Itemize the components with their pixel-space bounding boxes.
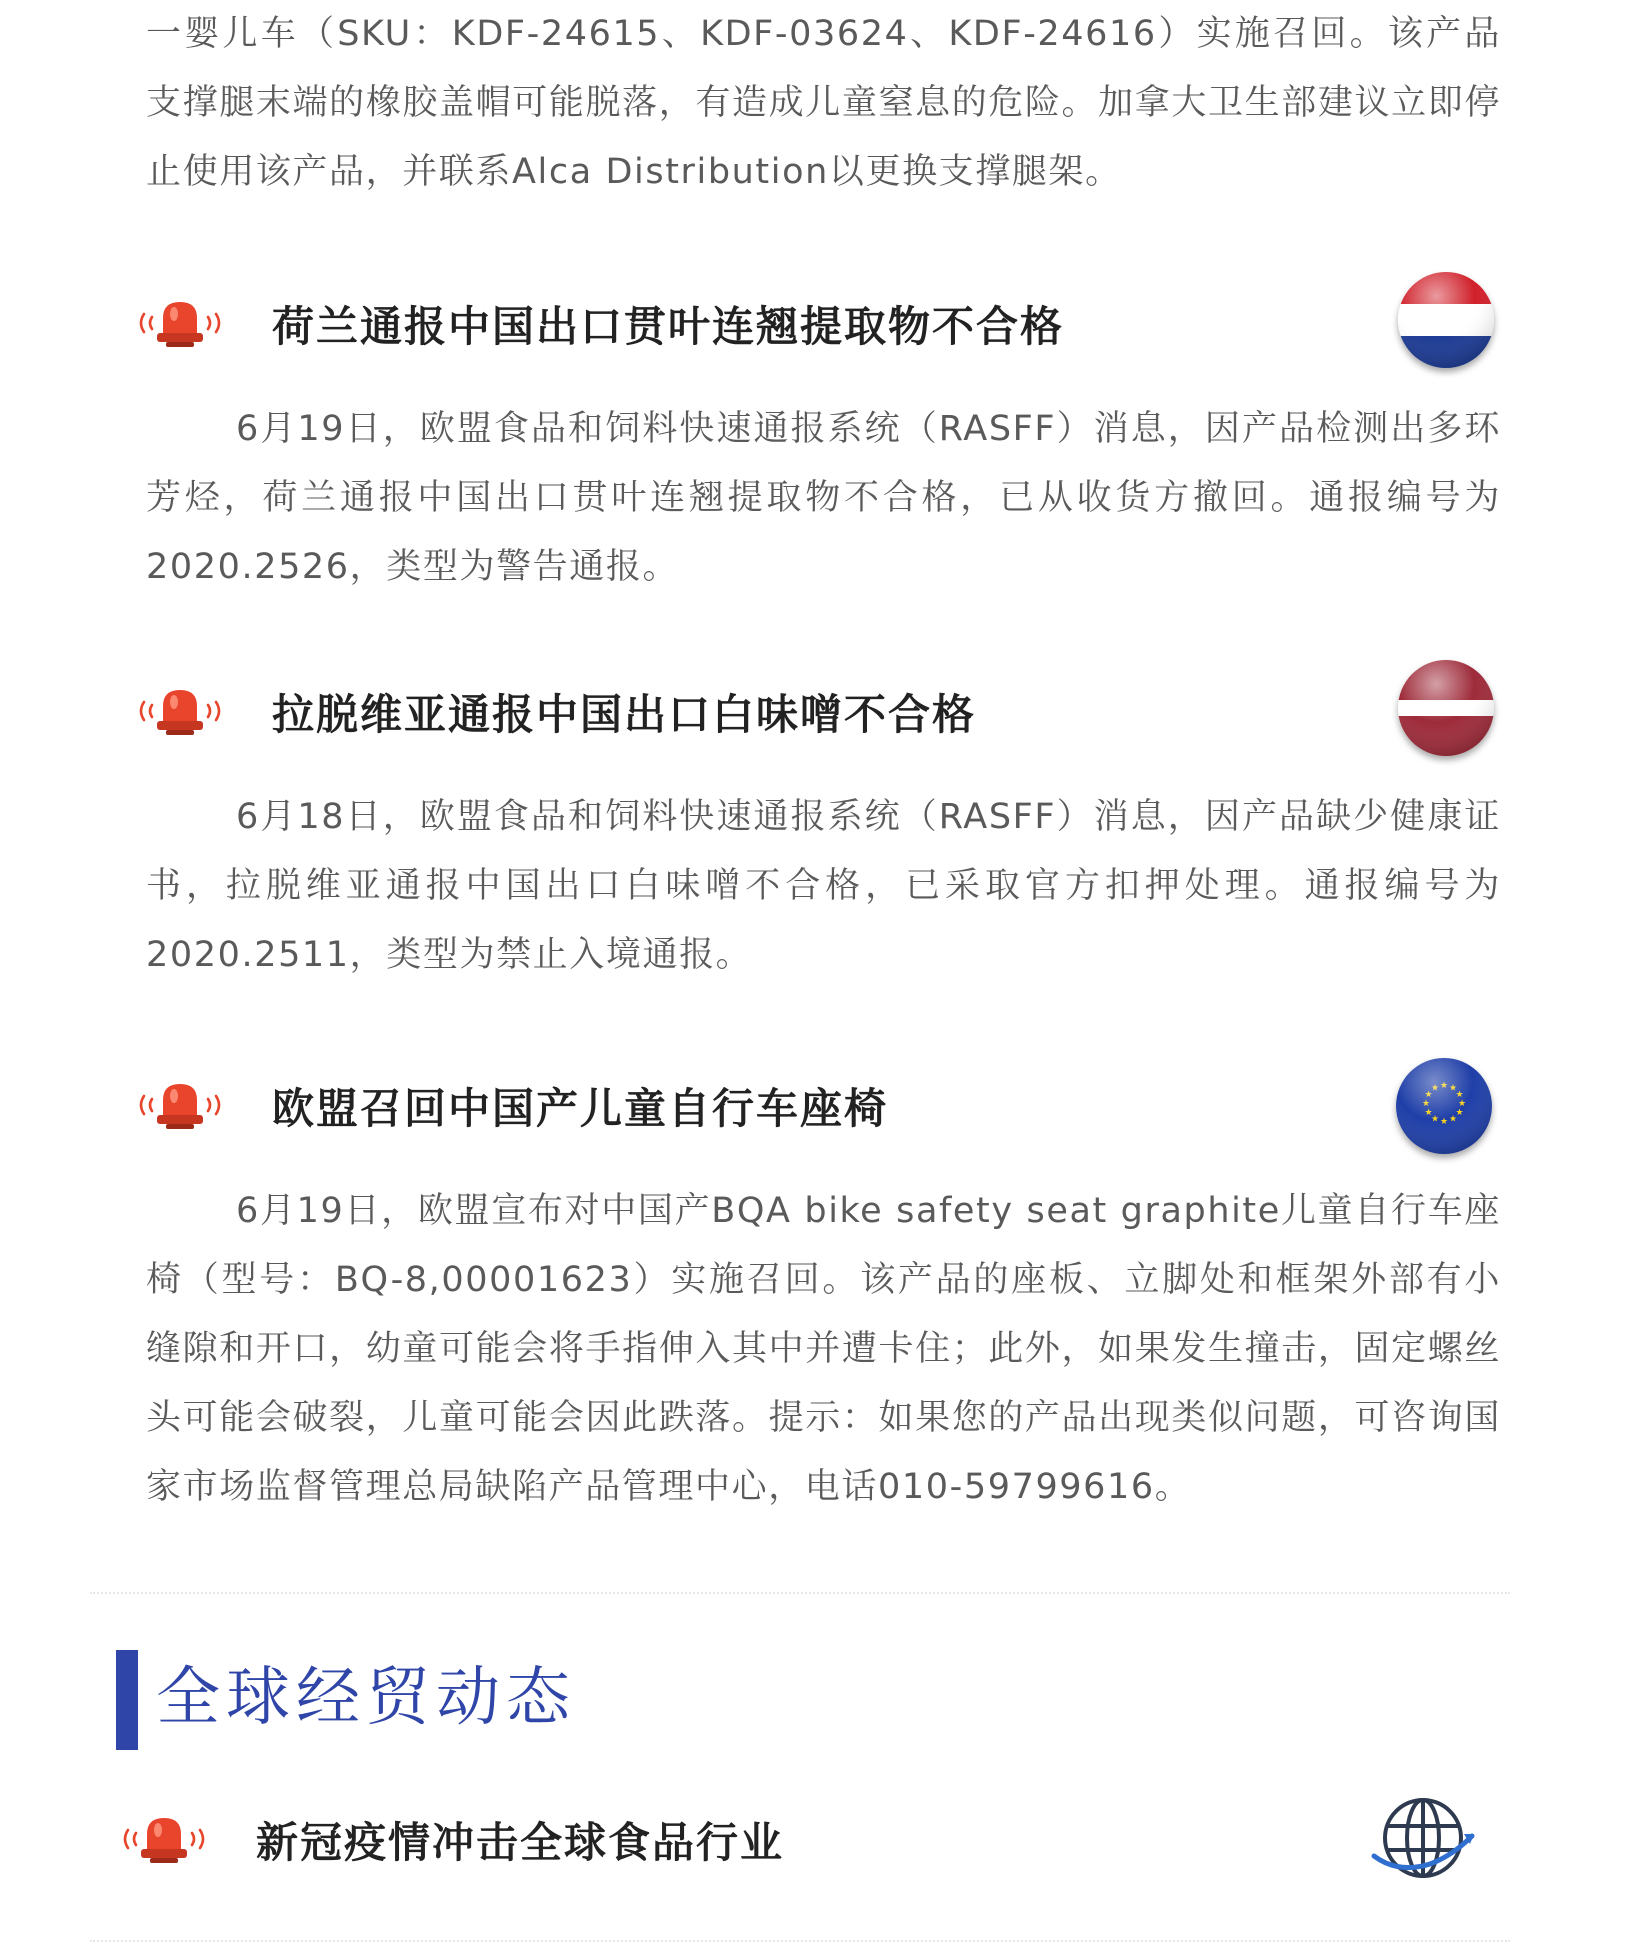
divider bbox=[90, 1592, 1510, 1594]
alarm-bell-icon bbox=[132, 1072, 228, 1138]
news-body-netherlands: 6月19日，欧盟食品和饲料快速通报系统（RASFF）消息，因产品检测出多环芳烃，荷兰通报中国出口贯叶连翘提取物不合格，已从收货方撤回。通报编号为2020.2526，类型为警告通报。 bbox=[146, 409, 1501, 587]
bottom-divider bbox=[90, 1940, 1510, 1942]
intro-paragraph: 一婴儿车（SKU：KDF-24615、KDF-03624、KDF-24616）实施召回。该产品支撑腿末端的橡胶盖帽可能脱落，有造成儿童窒息的危险。加拿大卫生部建议立即停止使用该产品，并联系Alca Distribution以更换支撑腿架。 bbox=[146, 14, 1501, 192]
alarm-bell-icon bbox=[132, 290, 228, 356]
news-title-eu: 欧盟召回中国产儿童自行车座椅 bbox=[272, 1084, 889, 1133]
news-body-latvia: 6月18日，欧盟食品和饲料快速通报系统（RASFF）消息，因产品缺少健康证书，拉脱维亚通报中国出口白味噌不合格，已采取官方扣押处理。通报编号为2020.2511，类型为禁止入境通报。 bbox=[146, 797, 1501, 975]
news-body-eu: 6月19日，欧盟宣布对中国产BQA bike safety seat graphite儿童自行车座椅（型号：BQ-8,00001623）实施召回。该产品的座板、立脚处和框架外部有小缝隙和开口，幼童可能会将手指伸入其中并遭卡住；此外，如果发生撞击，固定螺丝头可能会破裂，儿童可能会因此跌落。提示：如果您的产品出现类似问题，可咨询国家市场监督管理总局缺陷产品管理中心，电话010-59799616。 bbox=[146, 1191, 1501, 1507]
eu-flag-icon bbox=[1396, 1058, 1492, 1154]
section-title: 全球经贸动态 bbox=[156, 1661, 576, 1735]
netherlands-flag-icon bbox=[1398, 272, 1494, 368]
section-accent-bar bbox=[116, 1650, 138, 1750]
news-title-netherlands: 荷兰通报中国出口贯叶连翘提取物不合格 bbox=[272, 302, 1065, 351]
latvia-flag-icon bbox=[1398, 660, 1494, 756]
alarm-bell-icon bbox=[132, 678, 228, 744]
alarm-bell-icon bbox=[116, 1806, 212, 1872]
globe-icon bbox=[1368, 1790, 1478, 1890]
news-title-global-food: 新冠疫情冲击全球食品行业 bbox=[256, 1818, 785, 1867]
news-title-latvia: 拉脱维亚通报中国出口白味噌不合格 bbox=[272, 690, 977, 739]
